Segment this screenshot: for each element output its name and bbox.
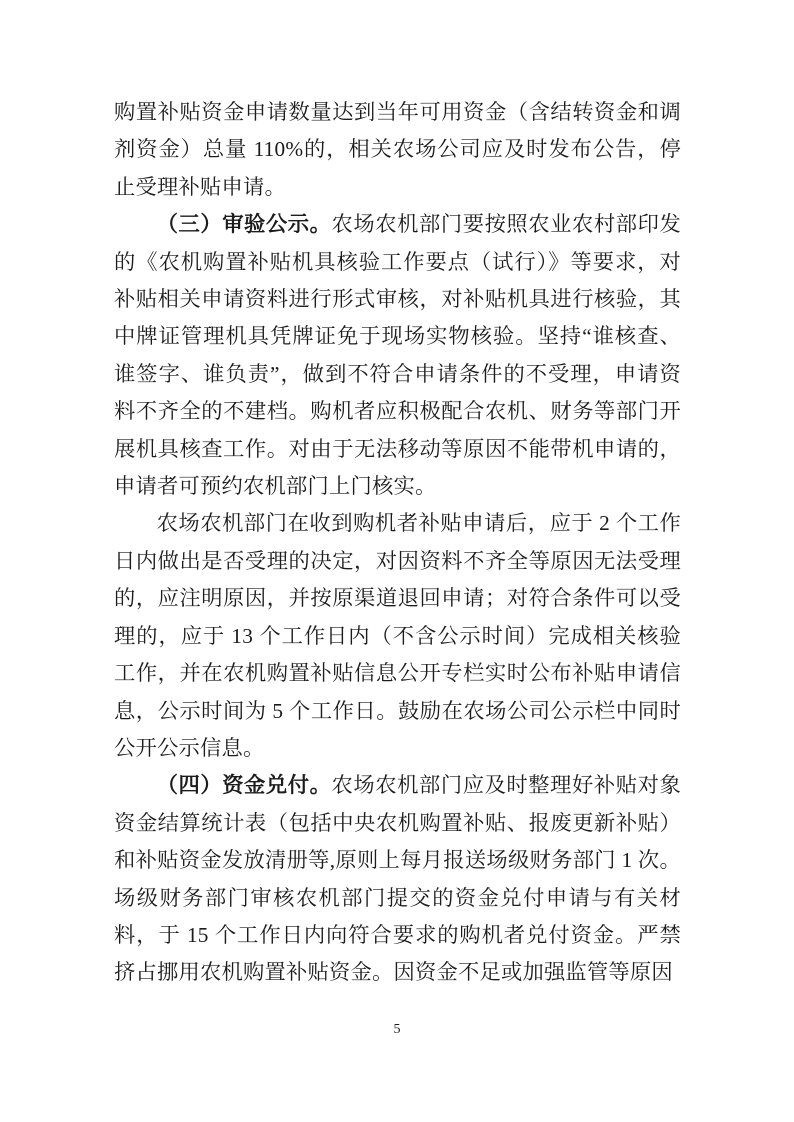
paragraph xyxy=(114,94,681,206)
paragraph-text: 农场农机部门要按照农业农村部印发的《农机购置补贴机具核验工作要点（试行）》等要求，对补贴相关申请资料进行形式审核，对补贴机具进行核验，其中牌证管理机具凭牌证免于现场实物核验。坚持“谁核查、谁签字、谁负责”，做到不符合申请条件的不受理，申请资料不齐全的不建档。购机者应积极配合农机、财务等部门开展机具核查工作。对由于无法移动等原因不能带机申请的，申请者可预约农机部门上门核实。 xyxy=(114,212,681,499)
section-heading: （四）资金兑付。 xyxy=(156,773,332,798)
document-body xyxy=(114,94,681,992)
page-footer xyxy=(0,1022,794,1038)
paragraph-text: 购置补贴资金申请数量达到当年可用资金（含结转资金和调剂资金）总量 110%的，相关农场公司应及时发布公告，停止受理补贴申请。 xyxy=(114,100,681,199)
section-heading: （三）审验公示。 xyxy=(156,212,332,237)
paragraph-text: 农场农机部门应及时整理好补贴对象资金结算统计表（包括中央农机购置补贴、报废更新补贴）和补贴资金发放清册等,原则上每月报送场级财务部门 1 次。场级财务部门审核农机部门提交的资金兑付申请与有关材料，于 15 个工作日内向符合要求的购机者兑付资金。严禁挤占挪用农机购置补贴资金。因资金不足或加强监管等原因 xyxy=(114,773,681,985)
page-number: 5 xyxy=(393,1022,401,1037)
paragraph xyxy=(114,206,681,505)
paragraph xyxy=(114,767,681,991)
paragraph xyxy=(114,505,681,767)
paragraph-text: 农场农机部门在收到购机者补贴申请后，应于 2 个工作日内做出是否受理的决定，对因资料不齐全等原因无法受理的，应注明原因，并按原渠道退回申请；对符合条件可以受理的，应于 13 个工作日内（不含公示时间）完成相关核验工作，并在农机购置补贴信息公开专栏实时公布补贴申请信息，公示时间为 5 个工作日。鼓励在农场公司公示栏中同时公开公示信息。 xyxy=(114,511,681,760)
